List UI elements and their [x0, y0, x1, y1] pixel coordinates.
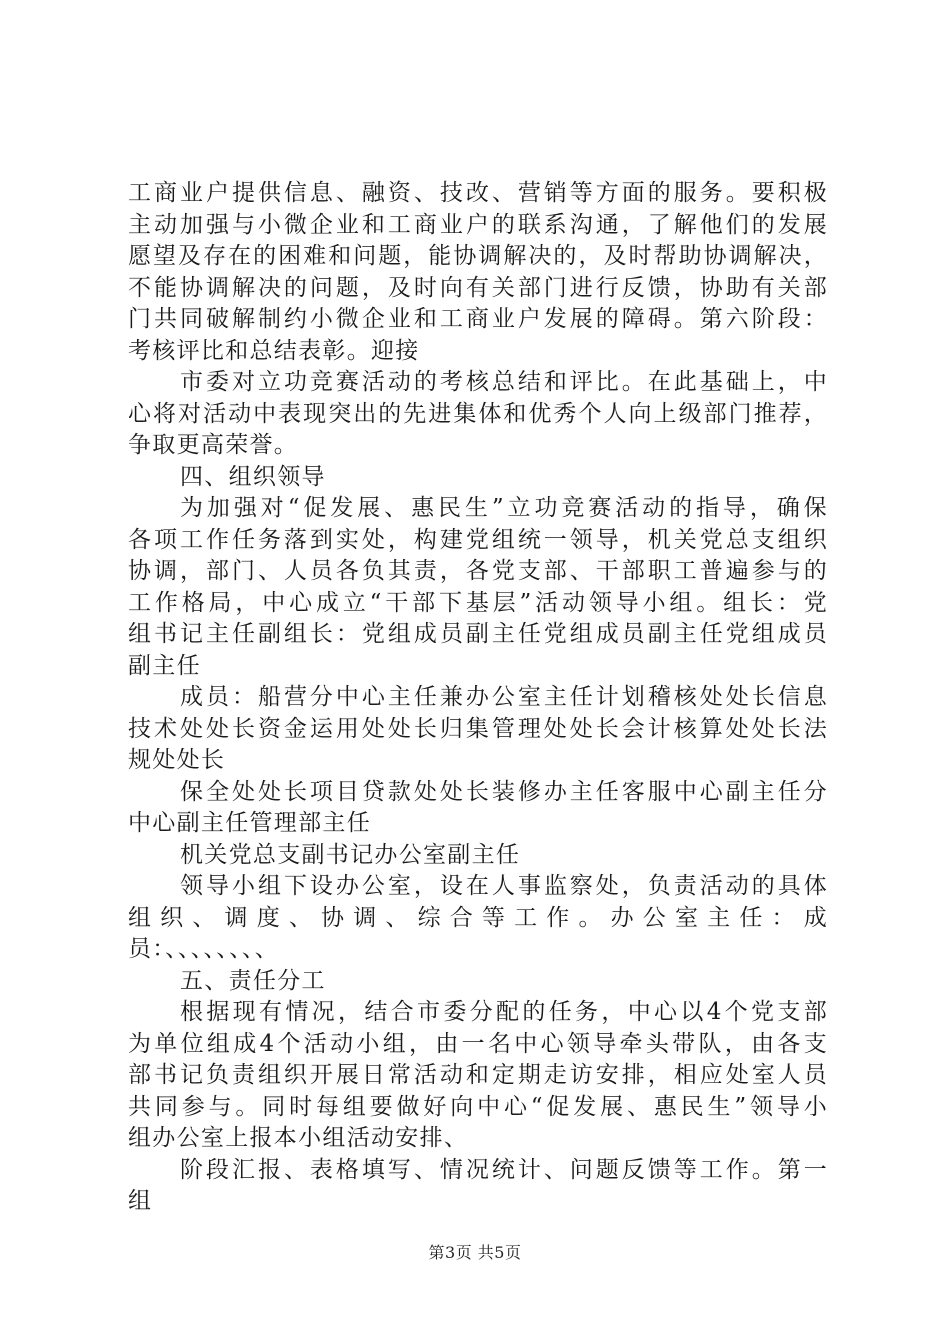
text-line: 争取更高荣誉。: [128, 432, 299, 458]
text-line: 不能协调解决的问题，及时向有关部门进行反馈，协助有关部: [128, 274, 828, 301]
text-line: 协调，部门、人员各负其责，各党支部、干部职工普遍参与的: [128, 558, 828, 584]
text-line: 员：、、、、、、、、: [128, 936, 279, 962]
text-line: 规处处长: [128, 747, 226, 773]
text-line: 心将对活动中表现突出的先进集体和优秀个人向上级部门推荐，: [128, 400, 828, 427]
text-line: 工作格局，中心成立“干部下基层”活动领导小组。组长：党: [128, 589, 828, 616]
body-text: [128, 178, 828, 1218]
text-line: 根据现有情况，结合市委分配的任务，中心以4个党支部: [180, 999, 828, 1025]
text-line: 为加强对“促发展、惠民生”立功竞赛活动的指导，确保: [180, 495, 828, 521]
text-line: 中心副主任管理部主任: [128, 810, 371, 836]
page-footer: 第3页 共5页: [428, 1243, 522, 1262]
text-line: 门共同破解制约小微企业和工商业户发展的障碍。第六阶段：: [128, 306, 828, 332]
text-line: 主动加强与小微企业和工商业户的联系沟通，了解他们的发展: [128, 211, 828, 238]
text-line: 组办公室上报本小组活动安排、: [128, 1125, 469, 1151]
text-line: 部书记负责组织开展日常活动和定期走访安排，相应处室人员: [128, 1062, 828, 1088]
section-heading: 五、责任分工: [180, 967, 326, 994]
section-heading: 四、组织领导: [180, 463, 326, 490]
text-line: 保全处处长项目贷款处处长装修办主任客服中心副主任分: [180, 778, 828, 805]
text-line: 考核评比和总结表彰。迎接: [128, 337, 420, 364]
text-line: 工商业户提供信息、融资、技改、营销等方面的服务。要积极: [128, 180, 828, 206]
text-line: 市委对立功竞赛活动的考核总结和评比。在此基础上，中: [180, 369, 828, 395]
text-line: 阶段汇报、表格填写、情况统计、问题反馈等工作。第一: [180, 1156, 828, 1183]
text-line: 为单位组成4个活动小组，由一名中心领导牵头带队，由各支: [128, 1030, 828, 1057]
text-line: 组: [128, 1188, 153, 1214]
text-line: 组书记主任副组长：党组成员副主任党组成员副主任党组成员: [128, 621, 828, 647]
text-line: 各项工作任务落到实处，构建党组统一领导，机关党总支组织: [128, 526, 828, 553]
text-line: 共同参与。同时每组要做好向中心“促发展、惠民生”领导小: [128, 1093, 828, 1120]
text-line: 组织、调度、协调、综合等工作。办公室主任：成: [128, 904, 828, 931]
text-line: 机关党总支副书记办公室副主任: [180, 841, 521, 868]
text-line: 副主任: [128, 652, 201, 679]
text-line: 技术处处长资金运用处处长归集管理处处长会计核算处处长法: [128, 715, 828, 742]
text-line: 愿望及存在的困难和问题，能协调解决的，及时帮助协调解决，: [128, 243, 828, 269]
text-line: 领导小组下设办公室，设在人事监察处，负责活动的具体: [180, 873, 828, 899]
text-line: 成员：船营分中心主任兼办公室主任计划稽核处处长信息: [180, 684, 828, 710]
